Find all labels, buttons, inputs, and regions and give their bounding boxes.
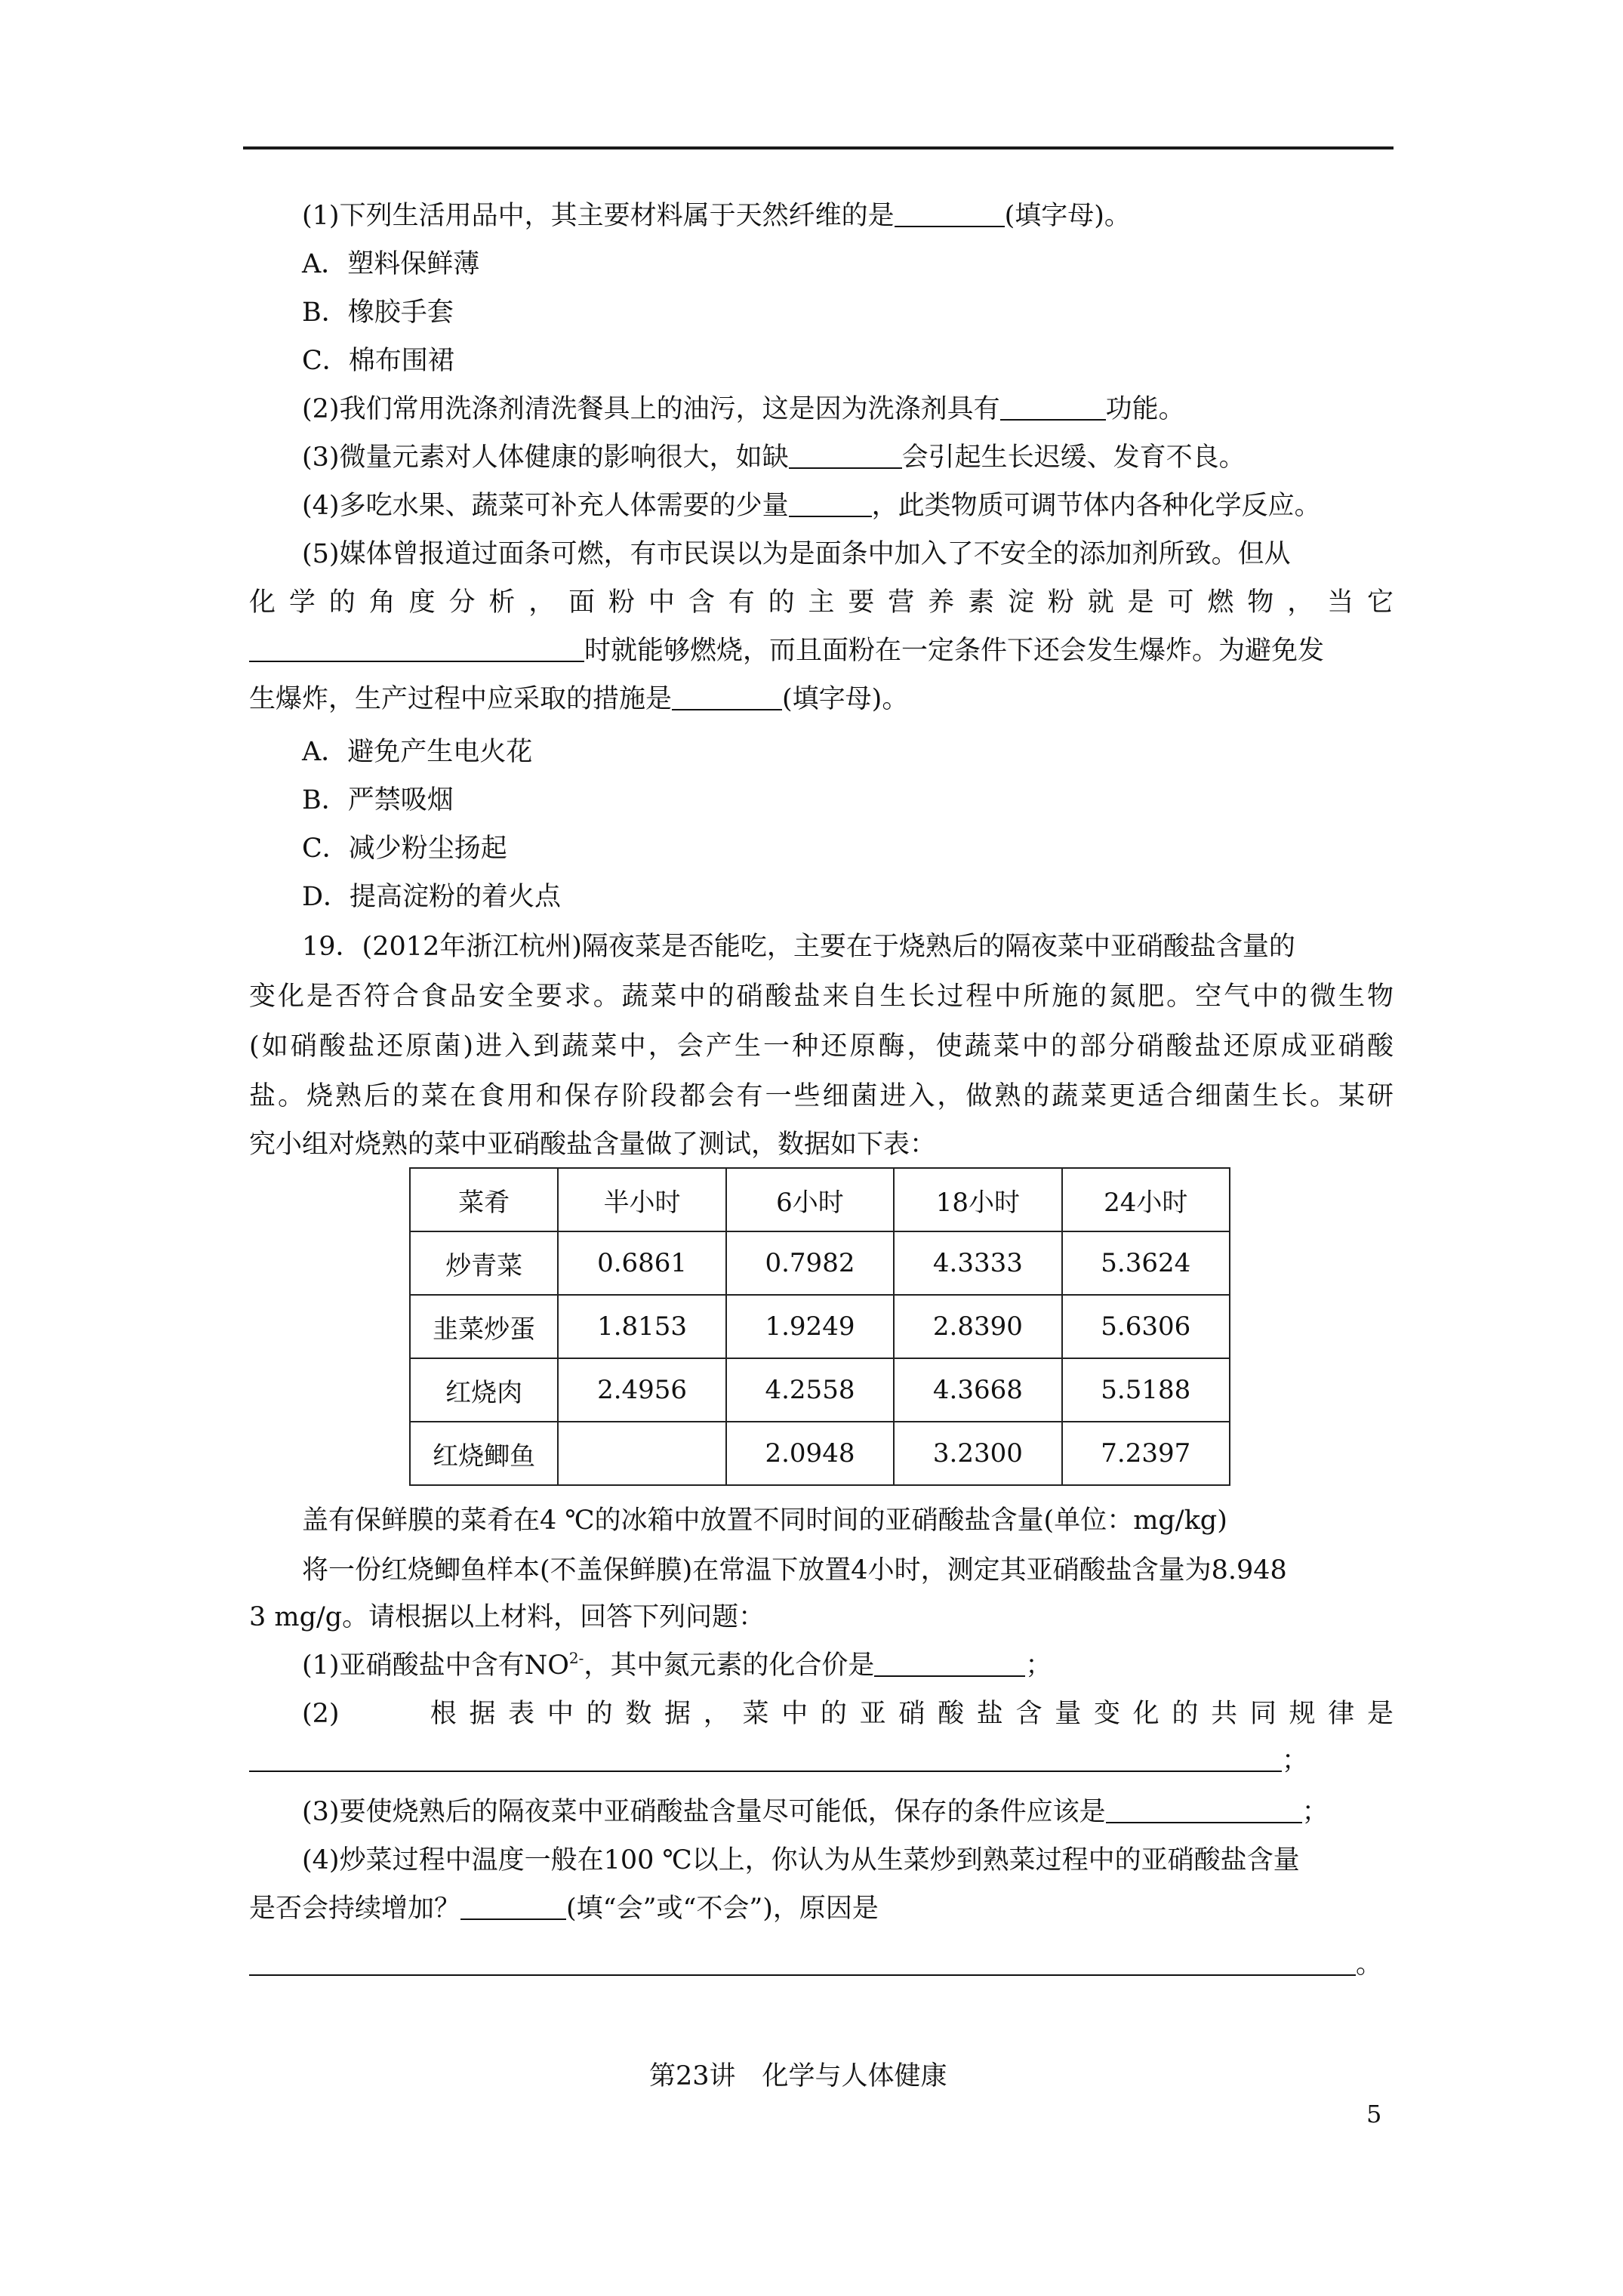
q-sub-3	[302, 433, 1394, 482]
table-cell: 红烧肉	[410, 1358, 558, 1422]
answer-blank[interactable]	[249, 1742, 1282, 1772]
table-cell: 4.2558	[726, 1358, 894, 1422]
answer-blank[interactable]	[895, 197, 1005, 227]
option-c: C．棉布围裙	[302, 346, 454, 376]
option-a: A．塑料保鲜薄	[302, 249, 480, 279]
table-cell: 1.9249	[726, 1295, 894, 1358]
q-sub-5-line-3	[249, 627, 1394, 675]
option-b: B．严禁吸烟	[302, 785, 454, 815]
q-sub-4-text: (4)多吃水果、蔬菜可补充人体需要的少量	[302, 491, 789, 521]
q-sub-5-line-4	[249, 675, 1394, 723]
q19-sub-4-text: 是否会持续增加？	[249, 1894, 461, 1924]
option-a: A．避免产生电火花	[302, 737, 533, 767]
table-header: 半小时	[558, 1168, 725, 1231]
answer-blank[interactable]	[672, 680, 782, 710]
q19-sample-line-1: 将一份红烧鲫鱼样本(不盖保鲜膜)在常温下放置4小时，测定其亚硝酸盐含量为8.948	[302, 1555, 1287, 1586]
q19-line-1: 19．(2012年浙江杭州)隔夜菜是否能吃，主要在于烧熟后的隔夜菜中亚硝酸盐含量的	[302, 932, 1295, 962]
q19-sub-3-text: (3)要使烧熟后的隔夜菜中亚硝酸盐含量尽可能低，保存的条件应该是	[302, 1797, 1106, 1827]
q-sub-1-text: (1)下列生活用品中，其主要材料属于天然纤维的是	[302, 201, 895, 231]
q-sub-3-suffix: 会引起生长迟缓、发育不良。	[901, 442, 1246, 473]
table-cell: 5.5188	[1062, 1358, 1230, 1422]
q19-sub-2: (2) 根据表中的数据，菜中的亚硝酸盐含量变化的共同规律是	[302, 1699, 1394, 1729]
table-row	[410, 1358, 1230, 1422]
table-header: 24小时	[1062, 1168, 1230, 1231]
q-sub-5-line-4-suffix: (填字母)。	[782, 684, 909, 714]
table-cell: 0.6861	[558, 1231, 725, 1295]
q19-sample-line-2: 3 mg/g。请根据以上材料，回答下列问题：	[249, 1602, 765, 1632]
q-sub-1	[302, 192, 1394, 240]
table-cell: 5.3624	[1062, 1231, 1230, 1295]
q-sub-5-line-3-text: 时就能够燃烧，而且面粉在一定条件下还会发生爆炸。为避免发	[584, 636, 1325, 666]
table-row	[410, 1422, 1230, 1485]
header-rule	[243, 146, 1394, 149]
q19-sub-1-end: ；	[1025, 1650, 1052, 1681]
q19-sub-4-suffix: (填“会”或“不会”)，原因是	[566, 1894, 879, 1924]
ion-charge: 2-	[568, 1649, 584, 1667]
q19-line-2: 变化是否符合食品安全要求。蔬菜中的硝酸盐来自生长过程中所施的氮肥。空气中的微生物	[249, 982, 1394, 1012]
option-c: C．减少粉尘扬起	[302, 834, 507, 864]
answer-blank[interactable]	[460, 1890, 566, 1920]
q19-sub-2-end: ；	[1282, 1746, 1309, 1776]
table-cell: 3.2300	[894, 1422, 1061, 1485]
q19-sub-4-line-1: (4)炒菜过程中温度一般在100 ℃以上，你认为从生菜炒到熟菜过程中的亚硝酸盐含量	[302, 1845, 1300, 1875]
answer-blank[interactable]	[1106, 1793, 1302, 1823]
q19-sub-1-text-2: ，其中氮元素的化合价是	[584, 1650, 875, 1681]
table-cell: 红烧鲫鱼	[410, 1422, 558, 1485]
q19-sub-1	[302, 1641, 1394, 1690]
table-header: 菜肴	[410, 1168, 558, 1231]
answer-blank[interactable]	[874, 1647, 1025, 1677]
table-cell: 2.0948	[726, 1422, 894, 1485]
q-sub-3-text: (3)微量元素对人体健康的影响很大，如缺	[302, 442, 789, 473]
q19-sub-2-answer-line	[249, 1737, 1394, 1785]
q-sub-4	[302, 482, 1394, 530]
table-caption: 盖有保鲜膜的菜肴在4 ℃的冰箱中放置不同时间的亚硝酸盐含量(单位：mg/kg)	[302, 1505, 1227, 1536]
q-sub-5-line-2: 化学的角度分析，面粉中含有的主要营养素淀粉就是可燃物，当它	[249, 587, 1394, 618]
option-b: B．橡胶手套	[302, 297, 454, 328]
q-sub-1-suffix: (填字母)。	[1004, 201, 1131, 231]
q-sub-5-line-4-text: 生爆炸，生产过程中应采取的措施是	[249, 684, 673, 714]
table-cell: 2.8390	[894, 1295, 1061, 1358]
table-cell: 韭菜炒蛋	[410, 1295, 558, 1358]
nitrite-data-table	[409, 1167, 1230, 1486]
q19-line-4: 盐。烧熟后的菜在食用和保存阶段都会有一些细菌进入，做熟的蔬菜更适合细菌生长。某研	[249, 1081, 1394, 1111]
table-row	[410, 1295, 1230, 1358]
table-cell: 炒青菜	[410, 1231, 558, 1295]
answer-blank[interactable]	[249, 1946, 1356, 1976]
table-cell: 1.8153	[558, 1295, 725, 1358]
table-cell	[558, 1422, 725, 1485]
answer-blank[interactable]	[789, 487, 872, 517]
table-cell: 0.7982	[726, 1231, 894, 1295]
q-sub-2-suffix: 功能。	[1105, 394, 1185, 424]
q19-sub-4-answer-line	[249, 1940, 1394, 1989]
table-cell: 4.3668	[894, 1358, 1061, 1422]
q19-sub-4-line-2	[249, 1885, 1394, 1933]
table-cell: 2.4956	[558, 1358, 725, 1422]
q-sub-5-line-1: (5)媒体曾报道过面条可燃，有市民误以为是面条中加入了不安全的添加剂所致。但从	[302, 539, 1291, 569]
answer-blank[interactable]	[249, 632, 584, 662]
answer-blank[interactable]	[789, 439, 902, 469]
table-row	[410, 1231, 1230, 1295]
table-header: 6小时	[726, 1168, 894, 1231]
table-header-row	[410, 1168, 1230, 1231]
q-sub-2	[302, 385, 1394, 433]
q-sub-2-text: (2)我们常用洗涤剂清洗餐具上的油污，这是因为洗涤剂具有	[302, 394, 1000, 424]
table-cell: 7.2397	[1062, 1422, 1230, 1485]
chapter-title: 第23讲 化学与人体健康	[649, 2061, 947, 2091]
q-sub-4-suffix: ，此类物质可调节体内各种化学反应。	[871, 491, 1321, 521]
q19-sub-4-end: 。	[1356, 1949, 1383, 1980]
q19-sub-1-text: (1)亚硝酸盐中含有NO	[302, 1650, 569, 1681]
option-d: D．提高淀粉的着火点	[302, 882, 562, 912]
q19-line-3: (如硝酸盐还原菌)进入到蔬菜中，会产生一种还原酶，使蔬菜中的部分硝酸盐还原成亚硝酸	[249, 1031, 1394, 1062]
q19-line-5: 究小组对烧熟的菜中亚硝酸盐含量做了测试，数据如下表：	[249, 1130, 937, 1160]
page-number: 5	[1366, 2100, 1382, 2128]
q19-sub-3	[302, 1788, 1394, 1836]
table-cell: 4.3333	[894, 1231, 1061, 1295]
answer-blank[interactable]	[1000, 390, 1106, 421]
q19-sub-3-end: ；	[1301, 1797, 1329, 1827]
table-header: 18小时	[894, 1168, 1061, 1231]
table-cell: 5.6306	[1062, 1295, 1230, 1358]
